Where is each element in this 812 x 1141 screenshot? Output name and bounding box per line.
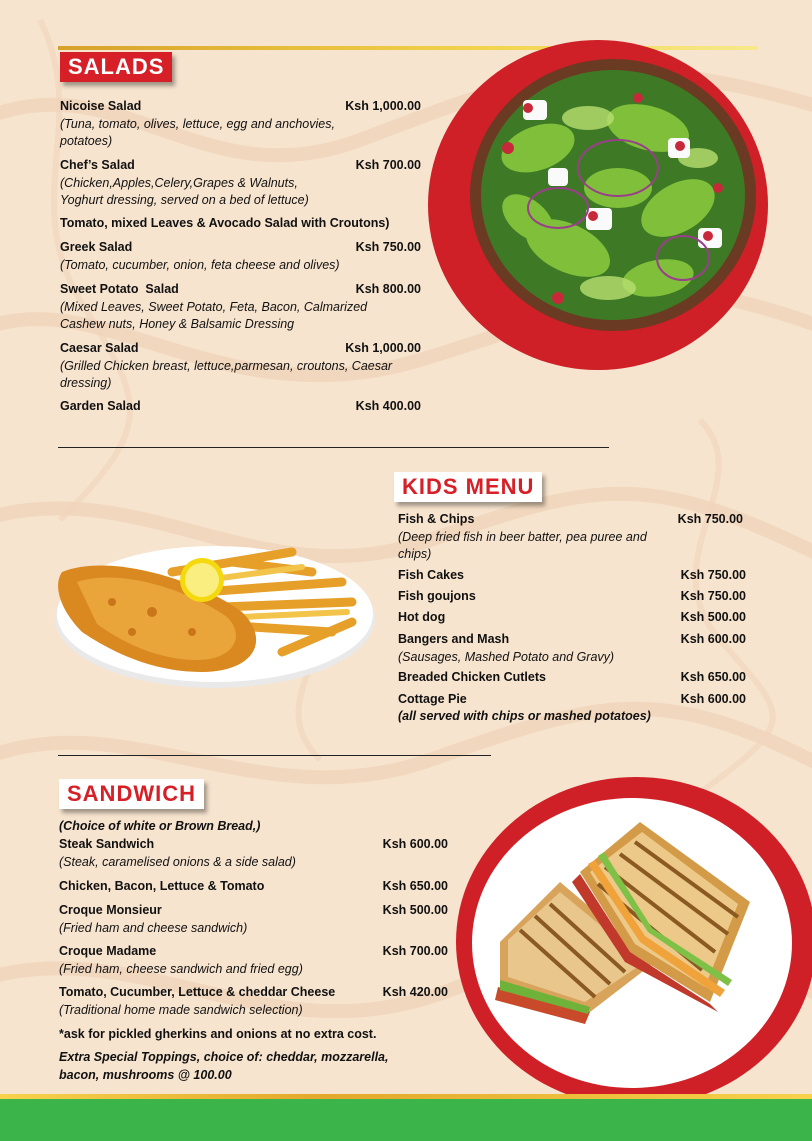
item-desc: (Tomato, cucumber, onion, feta cheese and olives) (60, 257, 340, 272)
menu-item (398, 567, 746, 585)
item-desc: (Deep fried fish in beer batter, pea puree and chips) (398, 529, 647, 561)
bread-note: (Choice of white or Brown Bread,) (59, 819, 261, 833)
item-name: Chef’s Salad (60, 158, 135, 172)
salad-bowl-image (468, 58, 758, 333)
item-name: Bangers and Mash (398, 632, 510, 646)
kids-menu-title: KIDS MENU (394, 472, 542, 502)
item-name: Sweet Potato Salad (60, 282, 179, 296)
item-desc: (Fried ham and cheese sandwich) (59, 920, 248, 935)
item-name: Greek Salad (60, 240, 133, 254)
item-desc: (Traditional home made sandwich selection) (59, 1002, 303, 1017)
item-price: Ksh 650.00 (680, 670, 746, 684)
toppings-note: Extra Special Toppings, choice of: cheddar, mozzarella, bacon, mushrooms @ 100.00 (59, 1050, 389, 1082)
item-name: Chicken, Bacon, Lettuce & Tomato (59, 879, 265, 893)
menu-item (60, 340, 421, 393)
item-name: Hot dog (398, 610, 446, 624)
gherkins-note: *ask for pickled gherkins and onions at no extra cost. (59, 1027, 377, 1041)
item-price: Ksh 700.00 (382, 944, 448, 958)
menu-item (60, 98, 421, 151)
item-name: Croque Madame (59, 944, 157, 958)
item-price: Ksh 800.00 (355, 282, 421, 296)
fish-and-chips-image (52, 532, 378, 692)
menu-item (398, 609, 746, 627)
item-name: Croque Monsieur (59, 903, 162, 917)
item-name: Nicoise Salad (60, 99, 142, 113)
sandwich-title: SANDWICH (59, 779, 204, 809)
menu-item (59, 836, 448, 871)
menu-item (398, 691, 746, 709)
item-desc: (Tuna, tomato, olives, lettuce, egg and anchovies, potatoes) (60, 116, 335, 148)
item-price: Ksh 1,000.00 (345, 99, 421, 113)
item-price: Ksh 750.00 (680, 568, 746, 582)
item-desc: (Fried ham, cheese sandwich and fried egg) (59, 961, 303, 976)
sandwich-image (480, 812, 770, 1032)
item-price: Ksh 500.00 (382, 903, 448, 917)
item-name: Cottage Pie (398, 692, 467, 706)
item-name: Breaded Chicken Cutlets (398, 670, 546, 684)
section-divider (58, 447, 609, 448)
item-price: Ksh 750.00 (680, 589, 746, 603)
item-desc: (Sausages, Mashed Potato and Gravy) (398, 649, 615, 664)
salads-title: SALADS (60, 52, 172, 82)
menu-item (398, 669, 746, 687)
kids-note: (all served with chips or mashed potatoes) (398, 709, 651, 723)
menu-item (60, 281, 421, 334)
item-name: Garden Salad (60, 399, 141, 413)
item-price: Ksh 750.00 (677, 512, 743, 526)
item-price: Ksh 650.00 (382, 879, 448, 893)
item-name: Fish & Chips (398, 512, 475, 526)
section-divider (58, 755, 491, 756)
item-name: Fish Cakes (398, 568, 465, 582)
menu-item (398, 631, 746, 666)
item-name: Fish goujons (398, 589, 476, 603)
item-price: Ksh 420.00 (382, 985, 448, 999)
bottom-green-band (0, 1094, 812, 1141)
menu-item (60, 215, 440, 233)
item-desc: (Mixed Leaves, Sweet Potato, Feta, Bacon, Calmarized Cashew nuts, Honey & Balsamic Dressing (60, 299, 368, 331)
bottom-gold-stripe (0, 1094, 812, 1099)
item-price: Ksh 600.00 (680, 692, 746, 706)
item-price: Ksh 600.00 (382, 837, 448, 851)
item-name: Caesar Salad (60, 341, 139, 355)
item-price: Ksh 700.00 (355, 158, 421, 172)
item-name: Tomato, mixed Leaves & Avocado Salad with Croutons) (60, 216, 390, 230)
item-price: Ksh 500.00 (680, 610, 746, 624)
item-desc: (Steak, caramelised onions & a side salad) (59, 854, 296, 869)
menu-item (398, 511, 743, 564)
menu-item (59, 902, 448, 937)
menu-item (60, 239, 421, 274)
item-price: Ksh 400.00 (355, 399, 421, 413)
menu-item (59, 878, 448, 896)
item-name: Tomato, Cucumber, Lettuce & cheddar Cheese (59, 985, 336, 999)
item-price: Ksh 1,000.00 (345, 341, 421, 355)
menu-item (60, 157, 421, 210)
item-name: Steak Sandwich (59, 837, 155, 851)
item-price: Ksh 750.00 (355, 240, 421, 254)
menu-item (59, 984, 448, 1019)
menu-item (60, 398, 421, 416)
item-desc: (Grilled Chicken breast, lettuce,parmesan, croutons, Caesar dressing) (60, 358, 393, 390)
menu-item (59, 943, 448, 978)
item-desc: (Chicken,Apples,Celery,Grapes & Walnuts, Yoghurt dressing, served on a bed of lettuce) (60, 175, 309, 207)
item-price: Ksh 600.00 (680, 632, 746, 646)
menu-item (398, 588, 746, 606)
